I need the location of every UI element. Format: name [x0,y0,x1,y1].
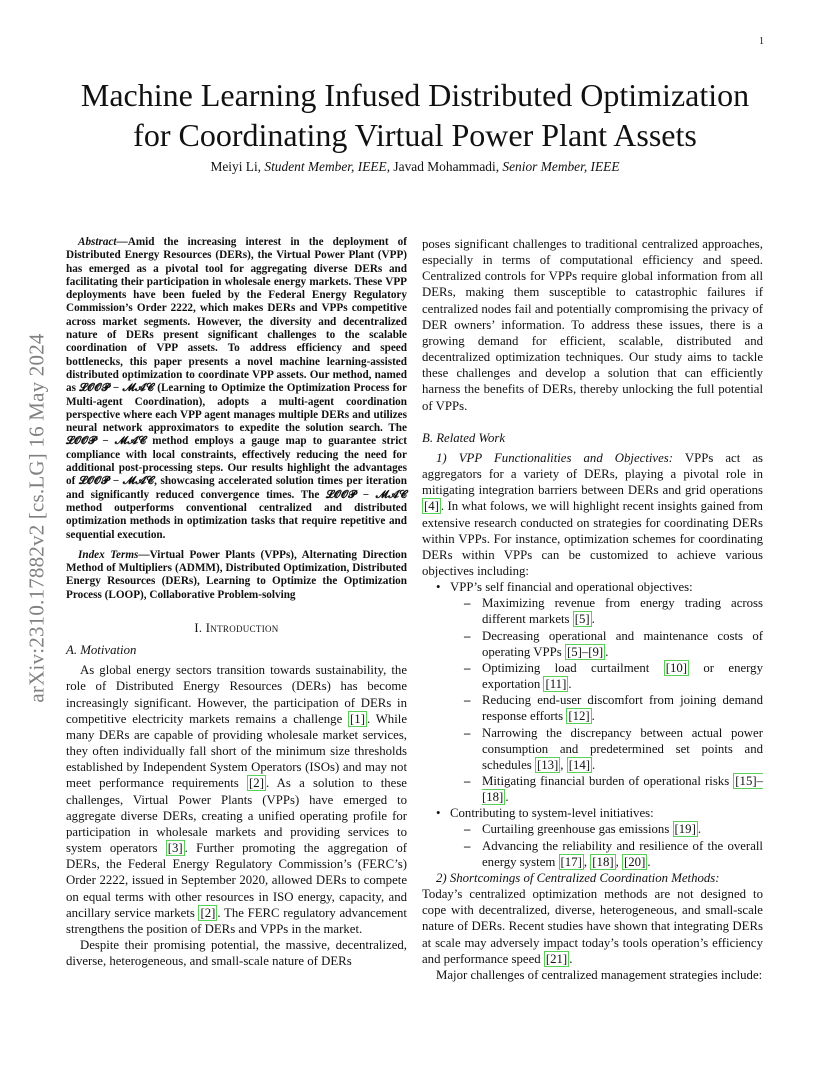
item-text: Curtailing greenhouse gas emissions [482,822,673,837]
text-run: VPPs act as aggregators for a variety of DERs, playing a pivotal role in mitigating integration barriers between DERs and grid operations [422,450,763,498]
citation-link[interactable]: [1] [350,711,365,726]
paragraph-heading: 2) Shortcomings of Centralized Coordination Methods: [436,870,720,885]
paragraph-motivation-2: Despite their promising potential, the massive, decentralized, diverse, heterogeneous, and small-scale nature of DERs [66,937,407,969]
list-item [474,595,763,627]
list-item [474,660,763,692]
citation-link[interactable]: [4] [424,499,439,514]
abstract [66,236,407,542]
paragraph-shortcomings [422,870,763,886]
author-1: Meiyi Li, [210,159,265,174]
item-text: Narrowing the discrepancy between actual power consumption and predetermined set points and schedules [482,725,763,772]
item-text: , [583,854,591,869]
paragraph-motivation-1 [66,662,407,937]
item-text: . [592,757,596,772]
author-line [60,159,770,175]
citation-link[interactable]: [21] [545,951,568,966]
section-heading: I. Introduction [194,621,279,636]
item-text: . [591,612,595,627]
item-text: or energy exportation [482,660,763,692]
text-run: . In what folows, we will highlight recent insights gained from extensive research conducted on strategies for coordinating DERs within VPPs. For instance, optimization schemes for coordinating DERs within VPPs can be customized to achieve various objectives including: [422,499,763,578]
paragraph-continued: poses significant challenges to traditional centralized approaches, especially in terms of computational efficiency and speed. Centralized controls for VPPs require global information from all DERs, making them susceptible to catastrophic failures if centralized nodes fail and potentially compromising the privacy of DER owners’ information. To address these issues, there is a growing demand for efficient, scalable, distributed and decentralized optimization techniques. Our study aims to tackle these challenges and develop a solution that can efficiently harness the benefits of DERs, thereby unlocking the full potential of VPPs. [422,237,763,413]
item-text: . [605,644,609,659]
item-text: , [615,854,623,869]
text-run: . As a solution to these challenges, Virtual Power Plants (VPPs) have emerged to aggregate diverse DERs, creating a unified operating profile for participation in wholesale markets and providing services to system operators [66,776,407,856]
item-text: Optimizing load curtailment [482,660,664,675]
item-text: Advancing the reliability and resilience of the overall energy system [482,838,763,869]
citation-link[interactable]: [12] [568,709,590,724]
text-run: . The FERC regulatory advancement strengthens the position of DERs and VPPs in the market. [66,905,407,936]
text-run: . While many DERs are capable of providing wholesale market services, they often individually fall short of the minimum size thresholds established by Independent System Operators (ISOs) and may not meet performance requirements [66,711,407,791]
citation-link[interactable]: [13] [536,757,559,772]
citation-link[interactable]: [20] [624,854,646,869]
citation-link[interactable]: [10] [665,660,688,675]
item-text: , [560,757,567,772]
sub-list [450,595,763,805]
author-2-role: Senior Member, IEEE [502,159,620,174]
paragraph-vpp-functionalities [422,450,763,579]
paragraph-shortcomings-body [422,886,763,967]
citation-link[interactable]: [5] [574,612,590,627]
list-item [474,773,763,805]
citation-link[interactable]: [14] [568,757,591,772]
citation-link[interactable]: [3] [167,841,183,856]
citation-link[interactable]: [2] [200,905,216,920]
paragraph-heading: 1) VPP Functionalities and Objectives: [436,450,674,465]
citation-link[interactable]: [17] [560,854,582,869]
item-text: . [647,854,651,869]
index-terms-text: —Virtual Power Plants (VPPs), Alternating Direction Method of Multipliers (ADMM), Distributed Optimization, Distributed Energy Resources (DERs), Learning to Optimize the Optimization Process (LOOP), Collaborative Problem-solving [66,548,407,601]
bullet-text: VPP’s self financial and operational objectives: [450,580,693,595]
text-run: . Further promoting the aggregation of DERs, the Federal Energy Regulatory Commission’s (FERC’s) Order 2222, issued in September 2020, allowed DERs to compete on equal terms with other resources in ISO energy, capacity, and ancillary service markets [66,841,408,920]
index-terms-label: Index Terms [78,548,139,561]
author-2: , Javad Mohammadi, [386,159,503,174]
citation-link[interactable]: [5]–[9] [566,644,604,659]
text-run: Today’s centralized optimization methods are not designed to cope with decentralized, diverse, heterogeneous, and small-scale nature of DERs. Recent studies have shown that integrating DERs at scale may adversely impact today’s tools operation’s efficiency and performance speed [422,887,763,966]
citation-link[interactable]: [15]–[18] [482,774,763,805]
list-item [474,692,763,724]
text-run: As global energy sectors transition towards sustainability, the role of Distributed Energy Resources (DERs) has become increasingly significant. However, the participation of DERs in competitive electricity markets remains a challenge [66,663,407,726]
item-text: . [568,677,572,692]
list-item [474,725,763,773]
citation-link[interactable]: [11] [545,677,567,692]
paragraph-challenges: Major challenges of centralized management strategies include: [436,967,763,982]
arxiv-stamp-text: arXiv:2310.17882v2 [cs.LG] 16 May 2024 [24,333,49,703]
item-text: Mitigating financial burden of operational risks [482,774,734,788]
subsection-heading-motivation: A. Motivation [66,643,137,658]
list-item [440,805,763,870]
citation-link[interactable]: [18] [592,854,614,869]
list-item [474,838,763,870]
right-column [422,236,763,983]
abstract-text: —Amid the increasing interest in the deployment of Distributed Energy Resources (DERs), the Virtual Power Plant (VPP) has emerged as a pivotal tool for aggregating diverse DERs and facilitating their participation in wholesale energy markets. These VPP deployments have been fueled by the Federal Energy Regulatory Commission’s Order 2222, which makes DERs and VPPs competitive across market segments. However, the diversity and decentralized nature of DERs present significant challenges to the scalable coordination of VPP assets. To address efficiency and speed bottlenecks, this paper presents a novel machine learning-assisted distributed optimization to coordinate VPP assets. Our method, named as 𝓛𝓞𝓞𝓟 − 𝓜𝓐𝓒 (Learning to Optimize the Optimization Process for Multi-agent Coordination), adopts a multi-agent coordination perspective where each VPP agent manages multiple DERs and utilizes neural network approximators to expedite the solution search. The 𝓛𝓞𝓞𝓟 − 𝓜𝓐𝓒 method employs a gauge map to guarantee strict compliance with local constraints, effectively reducing the need for additional post-processing steps. Our results highlight the advantages of 𝓛𝓞𝓞𝓟 − 𝓜𝓐𝓒, showcasing accelerated solution times per iteration and significantly reduced convergence times. The 𝓛𝓞𝓞𝓟 − 𝓜𝓐𝓒 method outperforms conventional centralized and distributed optimization methods in optimization tasks that require repetitive and sequential execution. [66,236,407,541]
left-column [66,236,407,969]
sub-list [450,821,763,869]
subsection-heading-related-work: B. Related Work [422,430,506,445]
paper-title: Machine Learning Infused Distributed Optimization for Coordinating Virtual Power Plant Assets [80,77,750,153]
list-item [474,821,763,837]
item-text: . [505,790,509,805]
item-text: Reducing end-user discomfort from joining demand response efforts [482,693,763,724]
abstract-label: Abstract [78,236,117,248]
citation-link[interactable]: [2] [249,776,264,791]
bullet-text: Contributing to system-level initiatives: [450,806,654,821]
citation-link[interactable]: [19] [674,822,696,837]
objectives-list [422,579,763,870]
list-item [474,628,763,660]
page-number: 1 [759,36,764,47]
item-text: Maximizing revenue from energy trading across different markets [482,596,763,627]
text-run: . [569,951,573,966]
item-text: Decreasing operational and maintenance costs of operating VPPs [482,628,763,659]
author-1-role: Student Member, IEEE [264,159,387,174]
list-item [440,579,763,805]
arxiv-stamp [22,278,52,758]
item-text: . [697,822,702,837]
index-terms [66,549,407,602]
item-text: . [591,709,595,724]
